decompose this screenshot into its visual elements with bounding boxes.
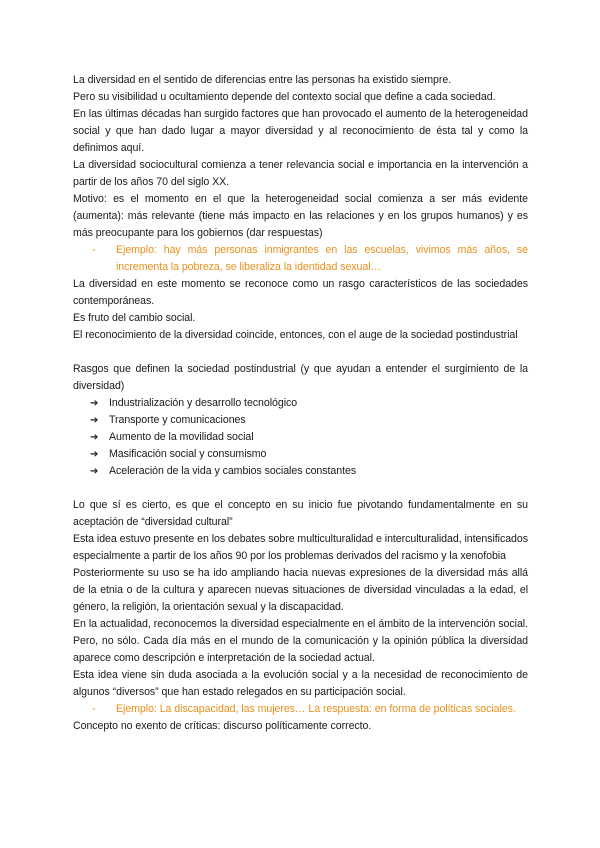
paragraph: Es fruto del cambio social. [73, 312, 196, 324]
paragraph: Posteriormente su uso se ha ido ampliando hacia nuevas expresiones de la diversidad más allá de la etnia o de la cultura y aparecen nuevas situaciones de diversidad vinculadas a la edad, el género, la religión, la orientación sexual y la discapacidad. [73, 567, 528, 613]
paragraph: Esta idea viene sin duda asociada a la evolución social y a la necesidad de reconocimiento de algunos “diversos” que han estado relegados en su participación social. [73, 669, 528, 698]
spacer [73, 344, 528, 361]
example-item [73, 242, 528, 276]
list-item [73, 412, 528, 429]
list-item [73, 463, 528, 480]
example-text: Ejemplo: La discapacidad, las mujeres… La respuesta: en forma de políticas sociales. [116, 703, 516, 715]
list-item-text: Industrialización y desarrollo tecnológico [109, 397, 298, 409]
paragraph: El reconocimiento de la diversidad coincide, entonces, con el auge de la sociedad postindustrial [73, 329, 518, 341]
list-item-text: Aumento de la movilidad social [109, 431, 254, 443]
arrow-icon: ➔ [90, 432, 99, 443]
paragraph: La diversidad en este momento se reconoce como un rasgo característicos de las sociedades contemporáneas. [73, 278, 528, 307]
example-item [73, 701, 528, 718]
paragraph: Motivo: es el momento en el que la heterogeneidad social comienza a ser más evidente (aumenta): más relevante (tiene más impacto en las relaciones y en los grupos humanos) y es más preocupante para los gobiernos (dar respuestas) [73, 193, 528, 239]
rasgos-intro: Rasgos que definen la sociedad postindustrial (y que ayudan a entender el surgimiento de la diversidad) [73, 363, 528, 392]
list-item [73, 429, 528, 446]
list-item-text: Transporte y comunicaciones [109, 414, 246, 426]
list-item-text: Masificación social y consumismo [109, 448, 267, 460]
paragraph: La diversidad sociocultural comienza a tener relevancia social e importancia en la intervención a partir de los años 70 del siglo XX. [73, 159, 528, 188]
arrow-icon: ➔ [90, 449, 99, 460]
list-item-text: Aceleración de la vida y cambios sociales constantes [109, 465, 357, 477]
list-item [73, 395, 528, 412]
rasgos-list [73, 395, 528, 480]
paragraph: En la actualidad, reconocemos la diversidad especialmente en el ámbito de la intervención social. Pero, no sólo. Cada día más en el mundo de la comunicación y la opinión pública la diversidad aparece como descripción e interpretación de la sociedad actual. [73, 618, 528, 664]
closing-paragraph: Concepto no exento de críticas: discurso políticamente correcto. [73, 720, 372, 732]
paragraph: Lo que sí es cierto, es que el concepto en su inicio fue pivotando fundamentalmente en su aceptación de “diversidad cultural” [73, 499, 528, 528]
paragraph: Pero su visibilidad u ocultamiento depende del contexto social que define a cada sociedad. [73, 91, 496, 103]
example-text: Ejemplo: hay más personas inmigrantes en las escuelas, vivimos más años, se incrementa la pobreza, se liberaliza la identidad sexual… [116, 244, 528, 273]
dash-bullet: - [92, 244, 96, 256]
arrow-icon: ➔ [90, 466, 99, 477]
paragraph: Esta idea estuvo presente en los debates sobre multiculturalidad e interculturalidad, intensificados especialmente a partir de los años 90 por los problemas derivados del racismo y la xenofobia [73, 533, 528, 562]
dash-bullet: - [92, 703, 96, 715]
paragraph: La diversidad en el sentido de diferencias entre las personas ha existido siempre. [73, 74, 452, 86]
list-item [73, 446, 528, 463]
arrow-icon: ➔ [90, 398, 99, 409]
paragraph: En las últimas décadas han surgido factores que han provocado el aumento de la heterogeneidad social y que han dado lugar a mayor diversidad y al reconocimiento de ésta tal y como la definimos aquí. [73, 108, 528, 154]
spacer [73, 480, 528, 497]
arrow-icon: ➔ [90, 415, 99, 426]
